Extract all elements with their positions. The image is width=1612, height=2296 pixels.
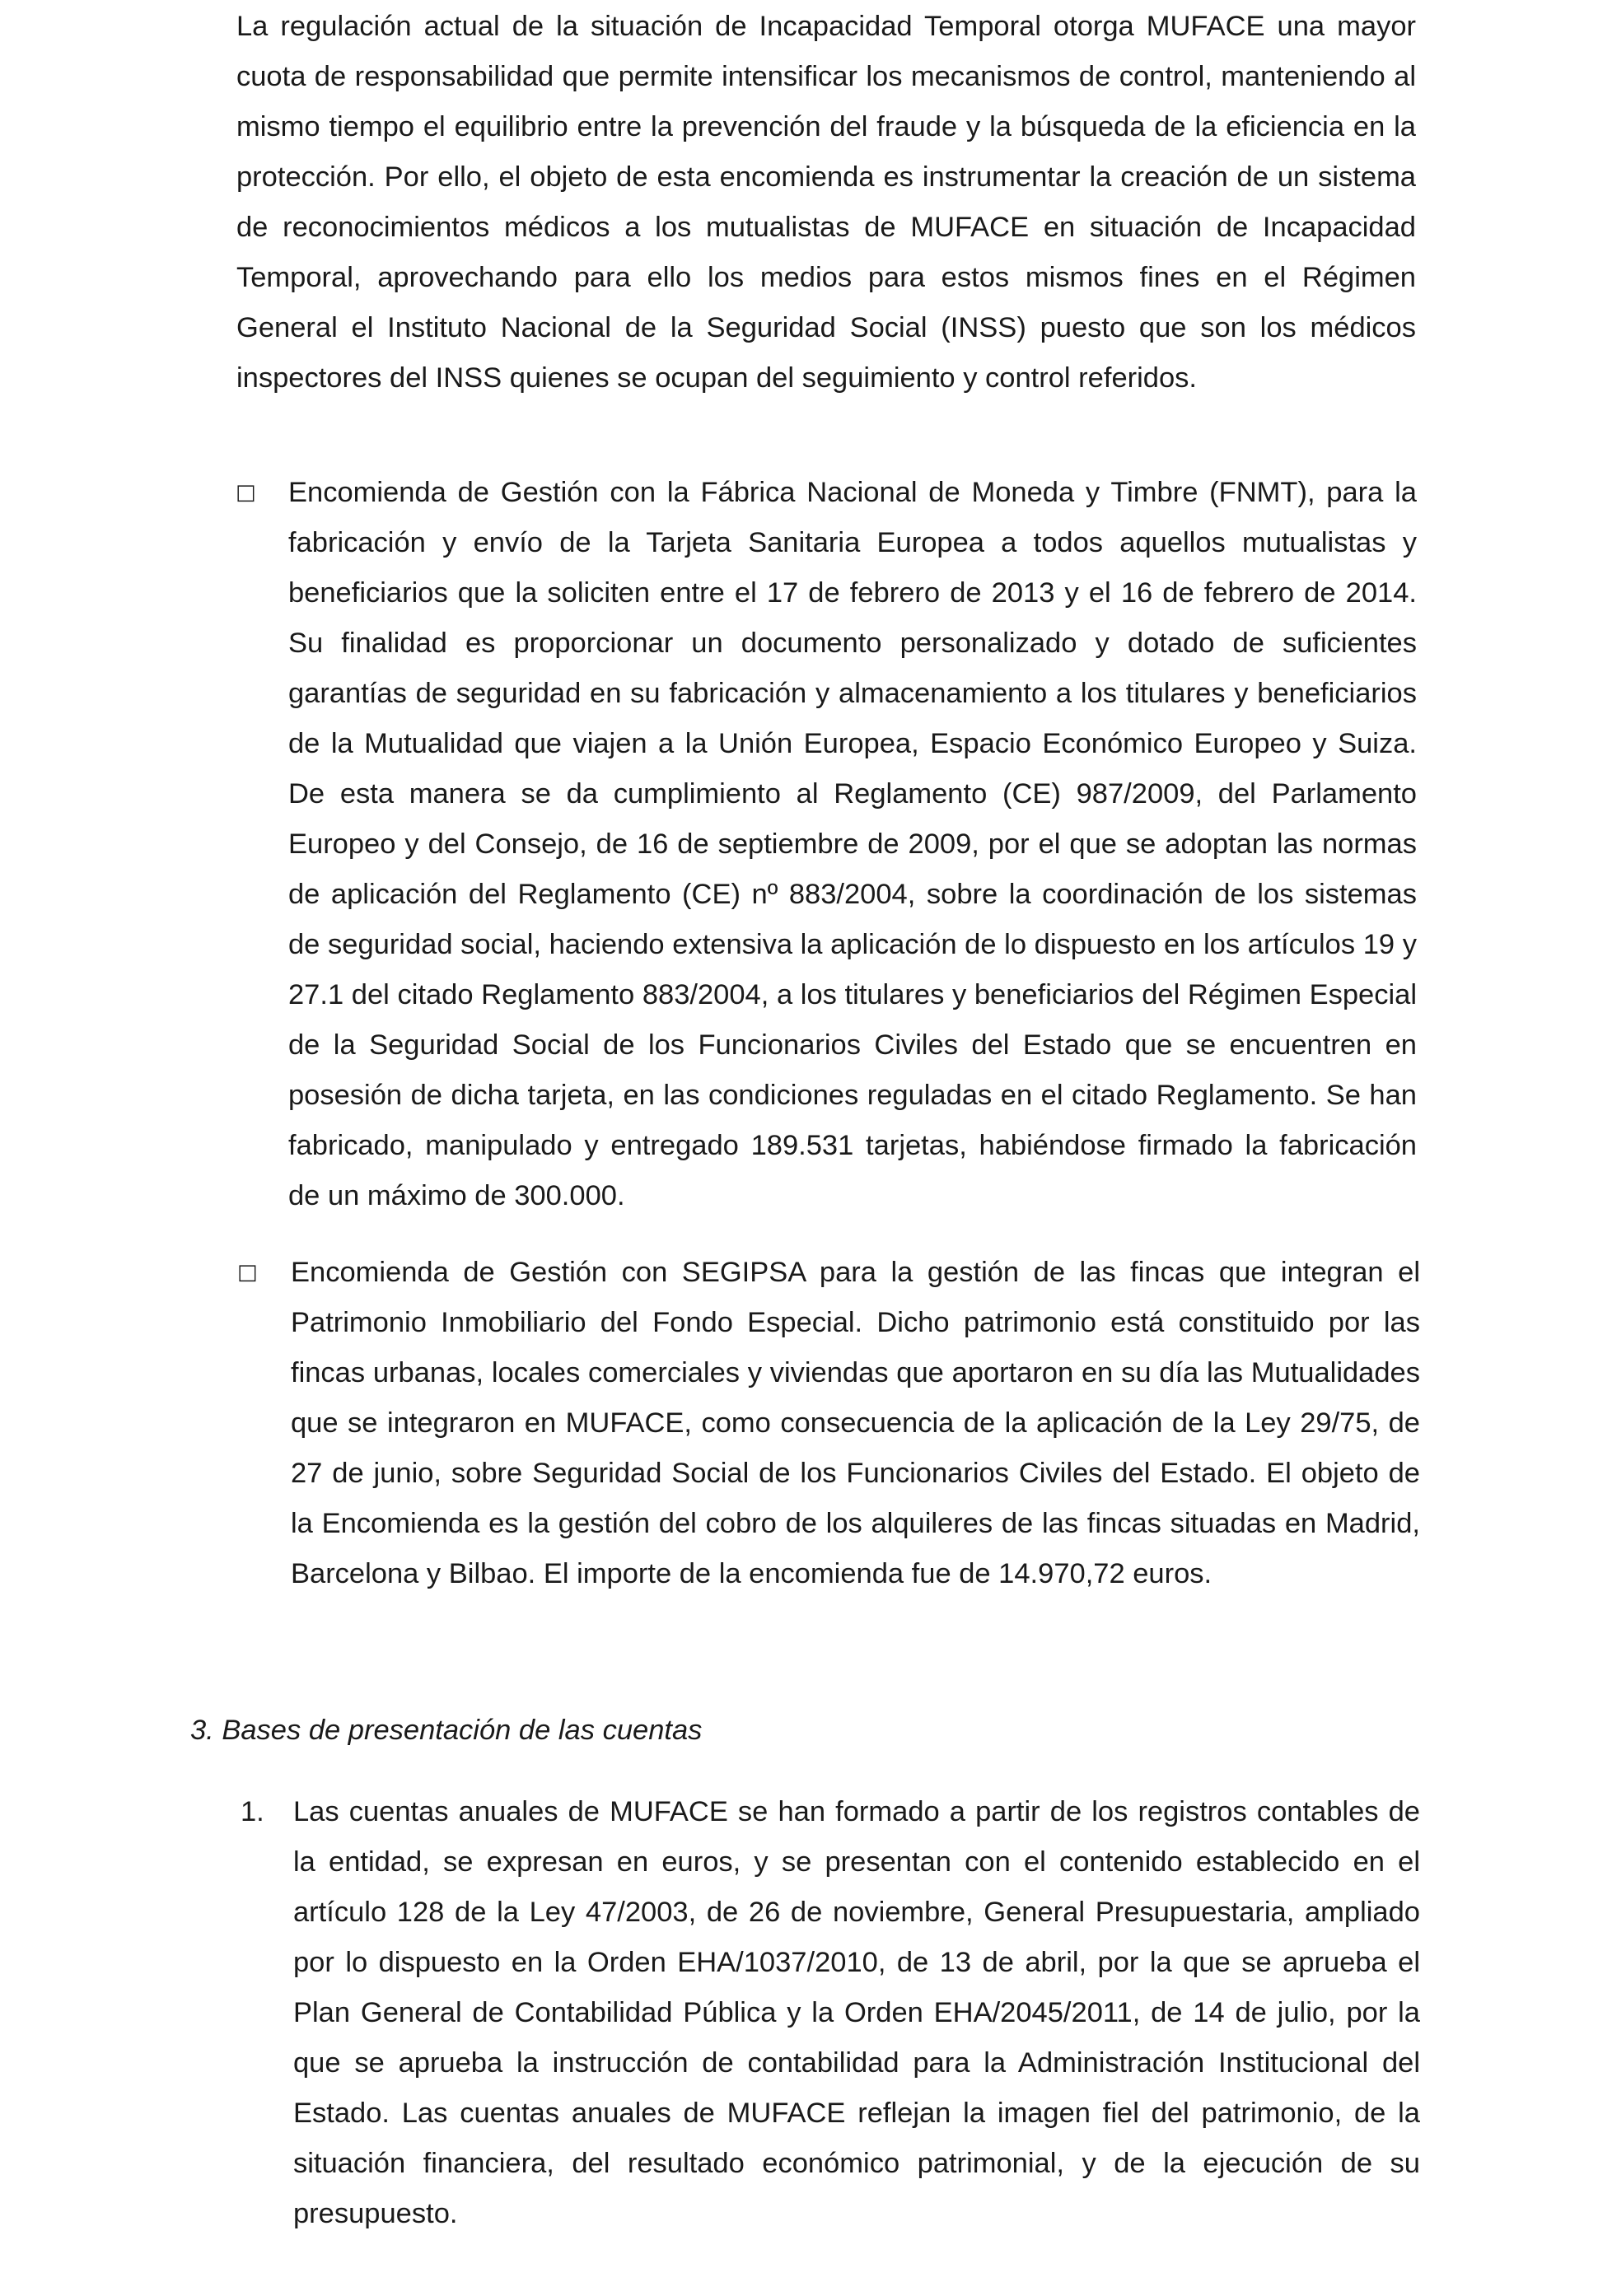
checkbox-square-icon: □	[236, 480, 256, 505]
intro-paragraph: La regulación actual de la situación de Incapacidad Temporal otorga MUFACE una mayor cuota de responsabilidad que permite intensificar los mecanismos de control, manteniendo al mismo tiempo el equilibrio entre la prevención del fraude y la búsqueda de la eficiencia en la protección. Por ello, el objeto de esta encomienda es instrumentar la creación de un sistema de reconocimientos médicos a los mutualistas de MUFACE en situación de Incapacidad Temporal, aprovechando para ello los medios para estos mismos fines en el Régimen General el Instituto Nacional de la Seguridad Social (INSS) puesto que son los médicos inspectores del INSS quienes se ocupan del seguimiento y control referidos.	[236, 11, 1416, 394]
numbered-item-text: Las cuentas anuales de MUFACE se han formado a partir de los registros contables de la entidad, se expresan en euros, y se presentan con el contenido establecido en el artículo 128 de la Ley 47/2003, de 26 de noviembre, General Presupuestaria, ampliado por lo dispuesto en la Orden EHA/1037/2010, de 13 de abril, por la que se aprueba el Plan General de Contabilidad Pública y la Orden EHA/2045/2011, de 14 de julio, por la que se aprueba la instrucción de contabilidad para la Administración Institucional del Estado. Las cuentas anuales de MUFACE reflejan la imagen fiel del patrimonio, de la situación financiera, del resultado económico patrimonial, y de la ejecución de su presupuesto.	[293, 1796, 1420, 2229]
list-item-text: Encomienda de Gestión con SEGIPSA para la gestión de las fincas que integran el Patrimonio Inmobiliario del Fondo Especial. Dicho patrimonio está constituido por las fincas urbanas, locales comerciales y viviendas que aportaron en su día las Mutualidades que se integraron en MUFACE, como consecuencia de la aplicación de la Ley 29/75, de 27 de junio, sobre Seguridad Social de los Funcionarios Civiles del Estado. El objeto de la Encomienda es la gestión del cobro de los alquileres de las fincas situadas en Madrid, Barcelona y Bilbao. El importe de la encomienda fue de 14.970,72 euros.	[291, 1257, 1420, 1589]
section-heading: 3. Bases de presentación de las cuentas	[190, 1715, 703, 1746]
list-number: 1.	[241, 1796, 264, 1827]
checkbox-square-icon: □	[237, 1260, 258, 1285]
list-item-text: Encomienda de Gestión con la Fábrica Nacional de Moneda y Timbre (FNMT), para la fabricación y envío de la Tarjeta Sanitaria Europea a todos aquellos mutualistas y beneficiarios que la soliciten entre el 17 de febrero de 2013 y el 16 de febrero de 2014. Su finalidad es proporcionar un documento personalizado y dotado de suficientes garantías de seguridad en su fabricación y almacenamiento a los titulares y beneficiarios de la Mutualidad que viajen a la Unión Europea, Espacio Económico Europeo y Suiza. De esta manera se da cumplimiento al Reglamento (CE) 987/2009, del Parlamento Europeo y del Consejo, de 16 de septiembre de 2009, por el que se adoptan las normas de aplicación del Reglamento (CE) nº 883/2004, sobre la coordinación de los sistemas de seguridad social, haciendo extensiva la aplicación de lo dispuesto en los artículos 19 y 27.1 del citado Reglamento 883/2004, a los titulares y beneficiarios del Régimen Especial de la Seguridad Social de los Funcionarios Civiles del Estado que se encuentren en posesión de dicha tarjeta, en las condiciones reguladas en el citado Reglamento. Se han fabricado, manipulado y entregado 189.531 tarjetas, habiéndose firmado la fabricación de un máximo de 300.000.	[288, 477, 1417, 1211]
